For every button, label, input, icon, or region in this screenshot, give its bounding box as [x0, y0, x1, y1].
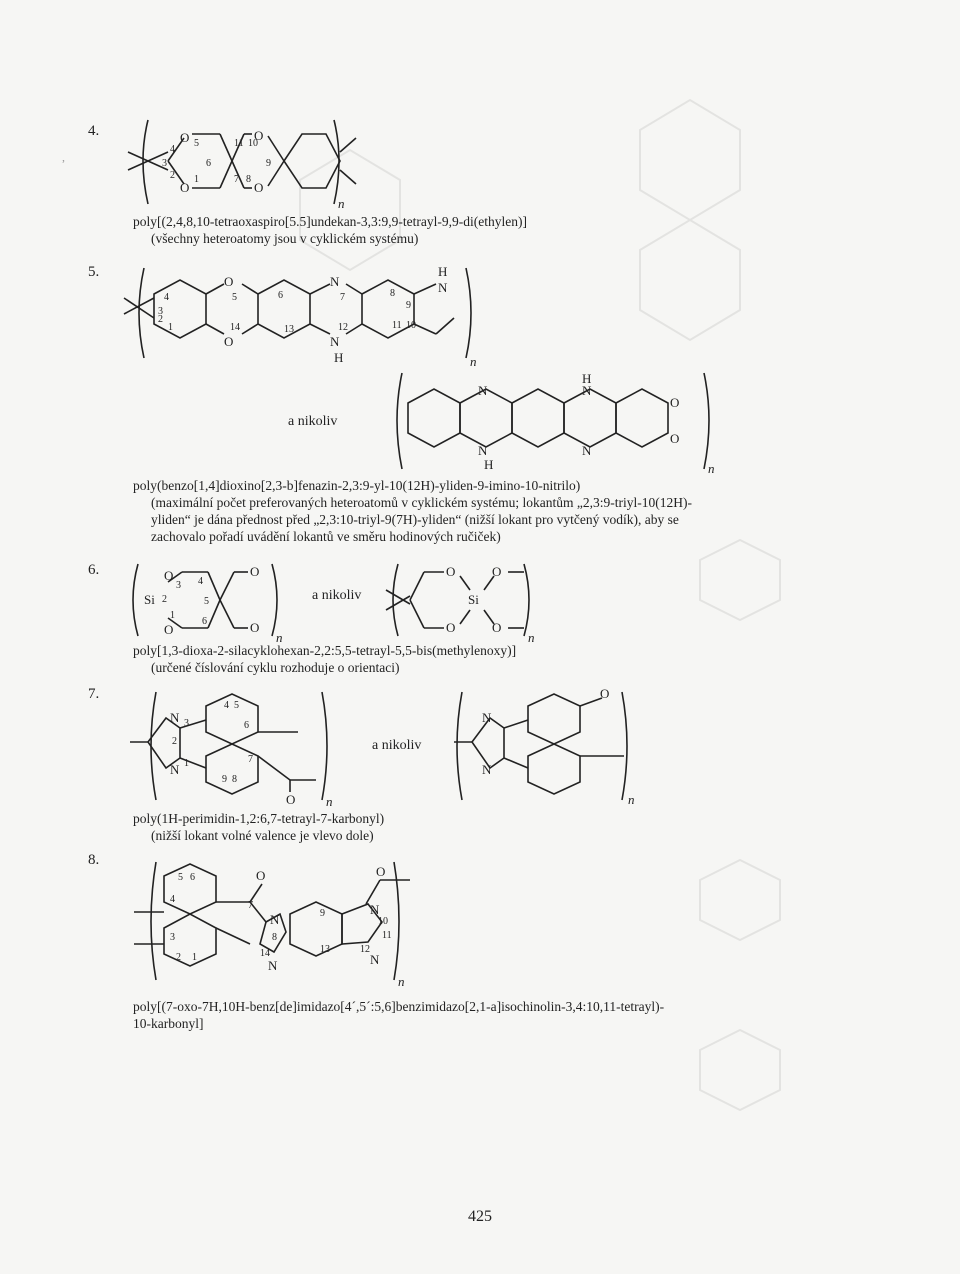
entry-caption: [133, 998, 664, 1032]
structure-8-benzimidazoisoquinoline: [120, 848, 440, 988]
margin-mark: ,: [62, 150, 65, 164]
svg-text:N: N: [370, 902, 380, 917]
svg-text:n: n: [528, 630, 535, 645]
svg-text:3: 3: [162, 158, 167, 169]
svg-text:n: n: [708, 461, 715, 476]
svg-text:H: H: [484, 457, 494, 472]
svg-text:5: 5: [194, 138, 199, 149]
svg-text:4: 4: [170, 144, 175, 155]
svg-text:O: O: [670, 395, 680, 410]
svg-text:n: n: [326, 794, 333, 809]
svg-text:9: 9: [406, 300, 411, 311]
svg-text:n: n: [628, 792, 635, 807]
entry-caption: [133, 213, 527, 247]
caption-line: yliden“ je dána přednost před „2,3:10-triyl-9(7H)-yliden“ (nižší lokant pro vytčený vodík), aby se: [151, 512, 679, 527]
svg-text:O: O: [446, 564, 456, 579]
svg-text:O: O: [224, 274, 234, 289]
svg-text:O: O: [492, 564, 502, 579]
svg-text:10: 10: [248, 138, 258, 149]
svg-text:O: O: [164, 568, 174, 583]
structure-4-spirocycle: [120, 112, 380, 212]
svg-text:3: 3: [170, 932, 175, 943]
svg-text:3: 3: [176, 580, 181, 591]
svg-text:Si: Si: [468, 592, 479, 607]
svg-text:O: O: [164, 622, 174, 637]
caption-line: zachovalo pořadí uvádění lokantů ve směru hodinových ručiček): [151, 529, 501, 544]
entry-number: 7.: [88, 686, 100, 702]
caption-line: poly(1H-perimidin-1,2:6,7-tetrayl-7-karbonyl): [133, 811, 385, 826]
svg-text:O: O: [446, 620, 456, 635]
svg-text:O: O: [250, 620, 260, 635]
caption-line: (nižší lokant volné valence je vlevo dole): [151, 828, 374, 843]
svg-text:8: 8: [232, 774, 237, 785]
svg-text:n: n: [276, 630, 283, 645]
entry-number: 5.: [88, 264, 100, 280]
svg-text:5: 5: [178, 872, 183, 883]
svg-text:N: N: [268, 958, 278, 973]
svg-text:N: N: [438, 280, 448, 295]
svg-text:7: 7: [234, 174, 239, 185]
svg-text:O: O: [286, 792, 296, 807]
svg-text:N: N: [478, 383, 488, 398]
svg-text:4: 4: [164, 292, 169, 303]
svg-text:6: 6: [278, 290, 283, 301]
svg-text:O: O: [180, 180, 190, 195]
svg-text:O: O: [254, 180, 264, 195]
svg-text:2: 2: [172, 736, 177, 747]
svg-text:O: O: [256, 868, 266, 883]
svg-text:3: 3: [158, 306, 163, 317]
caption-line: (všechny heteroatomy jsou v cyklickém systému): [151, 231, 419, 246]
svg-text:N: N: [170, 762, 180, 777]
svg-text:N: N: [482, 762, 492, 777]
caption-line: (maximální počet preferovaných heteroatomů v cyklickém systému; lokantům „2,3:9-triyl-10(12H)-: [151, 495, 692, 510]
structure-7-alternative: [452, 684, 662, 808]
svg-text:7: 7: [340, 292, 345, 303]
svg-text:1: 1: [192, 952, 197, 963]
svg-text:n: n: [470, 354, 477, 369]
svg-text:9: 9: [222, 774, 227, 785]
svg-text:14: 14: [260, 948, 270, 959]
caption-line: poly[1,3-dioxa-2-silacyklohexan-2,2:5,5-tetrayl-5,5-bis(methylenoxy)]: [133, 643, 517, 658]
alternative-label: a nikoliv: [288, 414, 338, 429]
svg-text:N: N: [582, 443, 592, 458]
svg-text:8: 8: [246, 174, 251, 185]
svg-text:9: 9: [320, 908, 325, 919]
caption-line: poly[(2,4,8,10-tetraoxaspiro[5.5]undekan-3,3:9,9-tetrayl-9,9-di(ethylen)]: [133, 214, 527, 229]
entry-caption: [133, 642, 516, 676]
alternative-label: a nikoliv: [372, 738, 422, 753]
svg-text:6: 6: [202, 616, 207, 627]
svg-text:2: 2: [158, 314, 163, 325]
svg-text:O: O: [670, 431, 680, 446]
svg-text:O: O: [600, 686, 610, 701]
svg-text:7: 7: [248, 900, 253, 911]
svg-text:4: 4: [198, 576, 203, 587]
caption-line: (určené číslování cyklu rozhoduje o orientaci): [151, 660, 400, 675]
svg-text:5: 5: [234, 700, 239, 711]
entry-caption: [133, 810, 384, 844]
svg-text:1: 1: [184, 758, 189, 769]
svg-text:O: O: [224, 334, 234, 349]
svg-text:6: 6: [244, 720, 249, 731]
svg-text:1: 1: [168, 322, 173, 333]
structure-5-benzodioxinophenazine: [118, 258, 498, 368]
structure-5-alternative: [378, 365, 728, 477]
svg-text:12: 12: [360, 944, 370, 955]
svg-text:4: 4: [170, 894, 175, 905]
caption-line: poly(benzo[1,4]dioxino[2,3-b]fenazin-2,3:9-yl-10(12H)-yliden-9-imino-10-nitrilo): [133, 478, 581, 493]
svg-text:N: N: [478, 443, 488, 458]
svg-text:6: 6: [190, 872, 195, 883]
svg-text:12: 12: [338, 322, 348, 333]
svg-text:11: 11: [382, 930, 392, 941]
svg-text:H: H: [438, 264, 448, 279]
svg-text:13: 13: [284, 324, 294, 335]
svg-text:1: 1: [194, 174, 199, 185]
svg-text:14: 14: [230, 322, 240, 333]
svg-text:10: 10: [378, 916, 388, 927]
svg-text:N: N: [270, 912, 280, 927]
svg-text:8: 8: [272, 932, 277, 943]
svg-text:2: 2: [176, 952, 181, 963]
structure-6-alternative: [380, 556, 550, 644]
svg-text:O: O: [492, 620, 502, 635]
svg-text:11: 11: [234, 138, 244, 149]
svg-text:N: N: [482, 710, 492, 725]
entry-number: 6.: [88, 562, 100, 578]
svg-text:Si: Si: [144, 592, 155, 607]
svg-text:1: 1: [170, 610, 175, 621]
svg-text:H: H: [334, 350, 344, 365]
entry-caption: [133, 477, 692, 545]
svg-text:5: 5: [204, 596, 209, 607]
svg-text:5: 5: [232, 292, 237, 303]
svg-text:N: N: [170, 710, 180, 725]
svg-text:13: 13: [320, 944, 330, 955]
page-number: 425: [468, 1208, 492, 1225]
caption-line: poly[(7-oxo-7H,10H-benz[de]imidazo[4´,5´:5,6]benzimidazo[2,1-a]isochinolin-3,4:10,11-tetrayl)-: [133, 999, 665, 1014]
svg-text:3: 3: [184, 718, 189, 729]
svg-text:N: N: [370, 952, 380, 967]
svg-text:11: 11: [392, 320, 402, 331]
svg-text:9: 9: [266, 158, 271, 169]
structure-6-dioxasilacyclohexane: [120, 556, 300, 644]
svg-text:7: 7: [248, 754, 253, 765]
alternative-label: a nikoliv: [312, 588, 362, 603]
svg-text:O: O: [376, 864, 386, 879]
svg-text:N: N: [582, 383, 592, 398]
entry-number: 4.: [88, 123, 100, 139]
svg-text:n: n: [398, 974, 405, 989]
svg-text:O: O: [254, 128, 264, 143]
structure-7-perimidine: [120, 684, 350, 808]
svg-text:2: 2: [170, 170, 175, 181]
svg-text:H: H: [582, 371, 592, 386]
svg-text:10: 10: [406, 320, 416, 331]
svg-text:N: N: [330, 334, 340, 349]
svg-text:2: 2: [162, 594, 167, 605]
svg-text:N: N: [330, 274, 340, 289]
svg-text:n: n: [338, 196, 345, 211]
svg-text:4: 4: [224, 700, 229, 711]
entry-number: 8.: [88, 852, 100, 868]
svg-text:O: O: [180, 130, 190, 145]
svg-text:8: 8: [390, 288, 395, 299]
svg-text:O: O: [250, 564, 260, 579]
caption-line: 10-karbonyl]: [133, 1016, 204, 1031]
svg-text:6: 6: [206, 158, 211, 169]
